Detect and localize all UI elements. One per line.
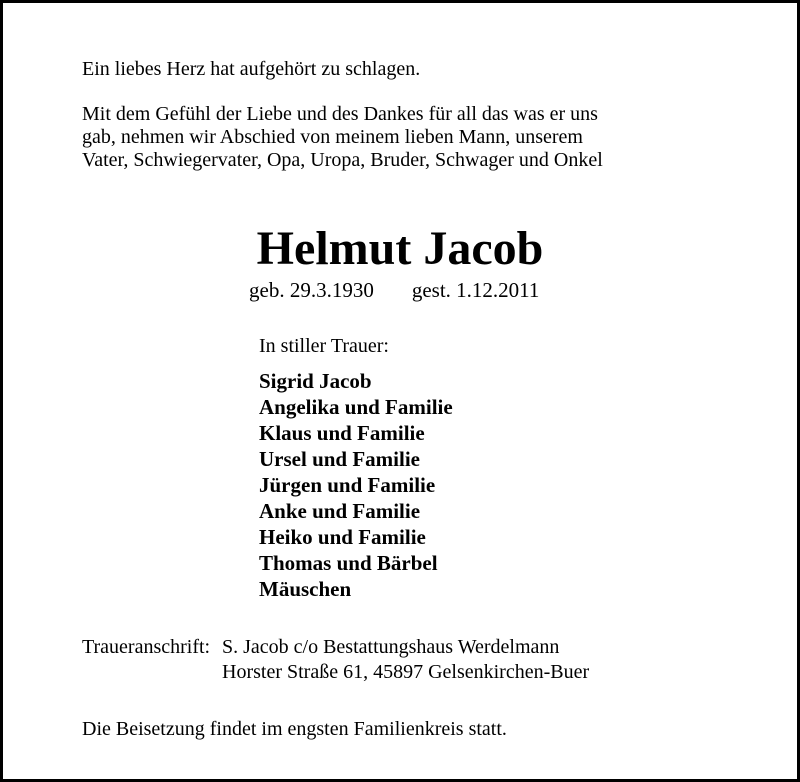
life-dates bbox=[249, 276, 539, 304]
mourner-item: Ursel und Familie bbox=[259, 447, 420, 471]
intro-paragraph-line-2: gab, nehmen wir Abschied von meinem lieben Mann, unserem bbox=[82, 126, 583, 148]
intro-paragraph-line-1: Mit dem Gefühl der Liebe und des Dankes für all das was er uns bbox=[82, 103, 598, 125]
mourner-item: Anke und Familie bbox=[259, 499, 421, 523]
address-line-1: S. Jacob c/o Bestattungshaus Werdelmann bbox=[222, 636, 560, 658]
mourner-item: Sigrid Jacob bbox=[259, 369, 372, 393]
mourner-item: Klaus und Familie bbox=[259, 421, 425, 445]
mourners-list bbox=[259, 368, 453, 602]
mourner-item: Thomas und Bärbel bbox=[259, 551, 438, 575]
address-line-2: Horster Straße 61, 45897 Gelsenkirchen-Buer bbox=[222, 661, 590, 683]
deceased-name: Helmut Jacob bbox=[256, 222, 544, 275]
mourner-item: Angelika und Familie bbox=[259, 395, 453, 419]
mourner-item: Mäuschen bbox=[259, 577, 352, 601]
mourner-item: Jürgen und Familie bbox=[259, 473, 436, 497]
mourner-item: Heiko und Familie bbox=[259, 525, 426, 549]
death-date: gest. 1.12.2011 bbox=[411, 278, 540, 302]
mourning-label: In stiller Trauer: bbox=[259, 335, 389, 357]
intro-line: Ein liebes Herz hat aufgehört zu schlagen. bbox=[82, 58, 421, 80]
closing-note: Die Beisetzung findet im engsten Familienkreis statt. bbox=[82, 718, 507, 740]
birth-date: geb. 29.3.1930 bbox=[249, 278, 374, 302]
intro-paragraph-line-3: Vater, Schwiegervater, Opa, Uropa, Bruder, Schwager und Onkel bbox=[82, 149, 603, 171]
address-label: Traueranschrift: bbox=[82, 636, 211, 658]
